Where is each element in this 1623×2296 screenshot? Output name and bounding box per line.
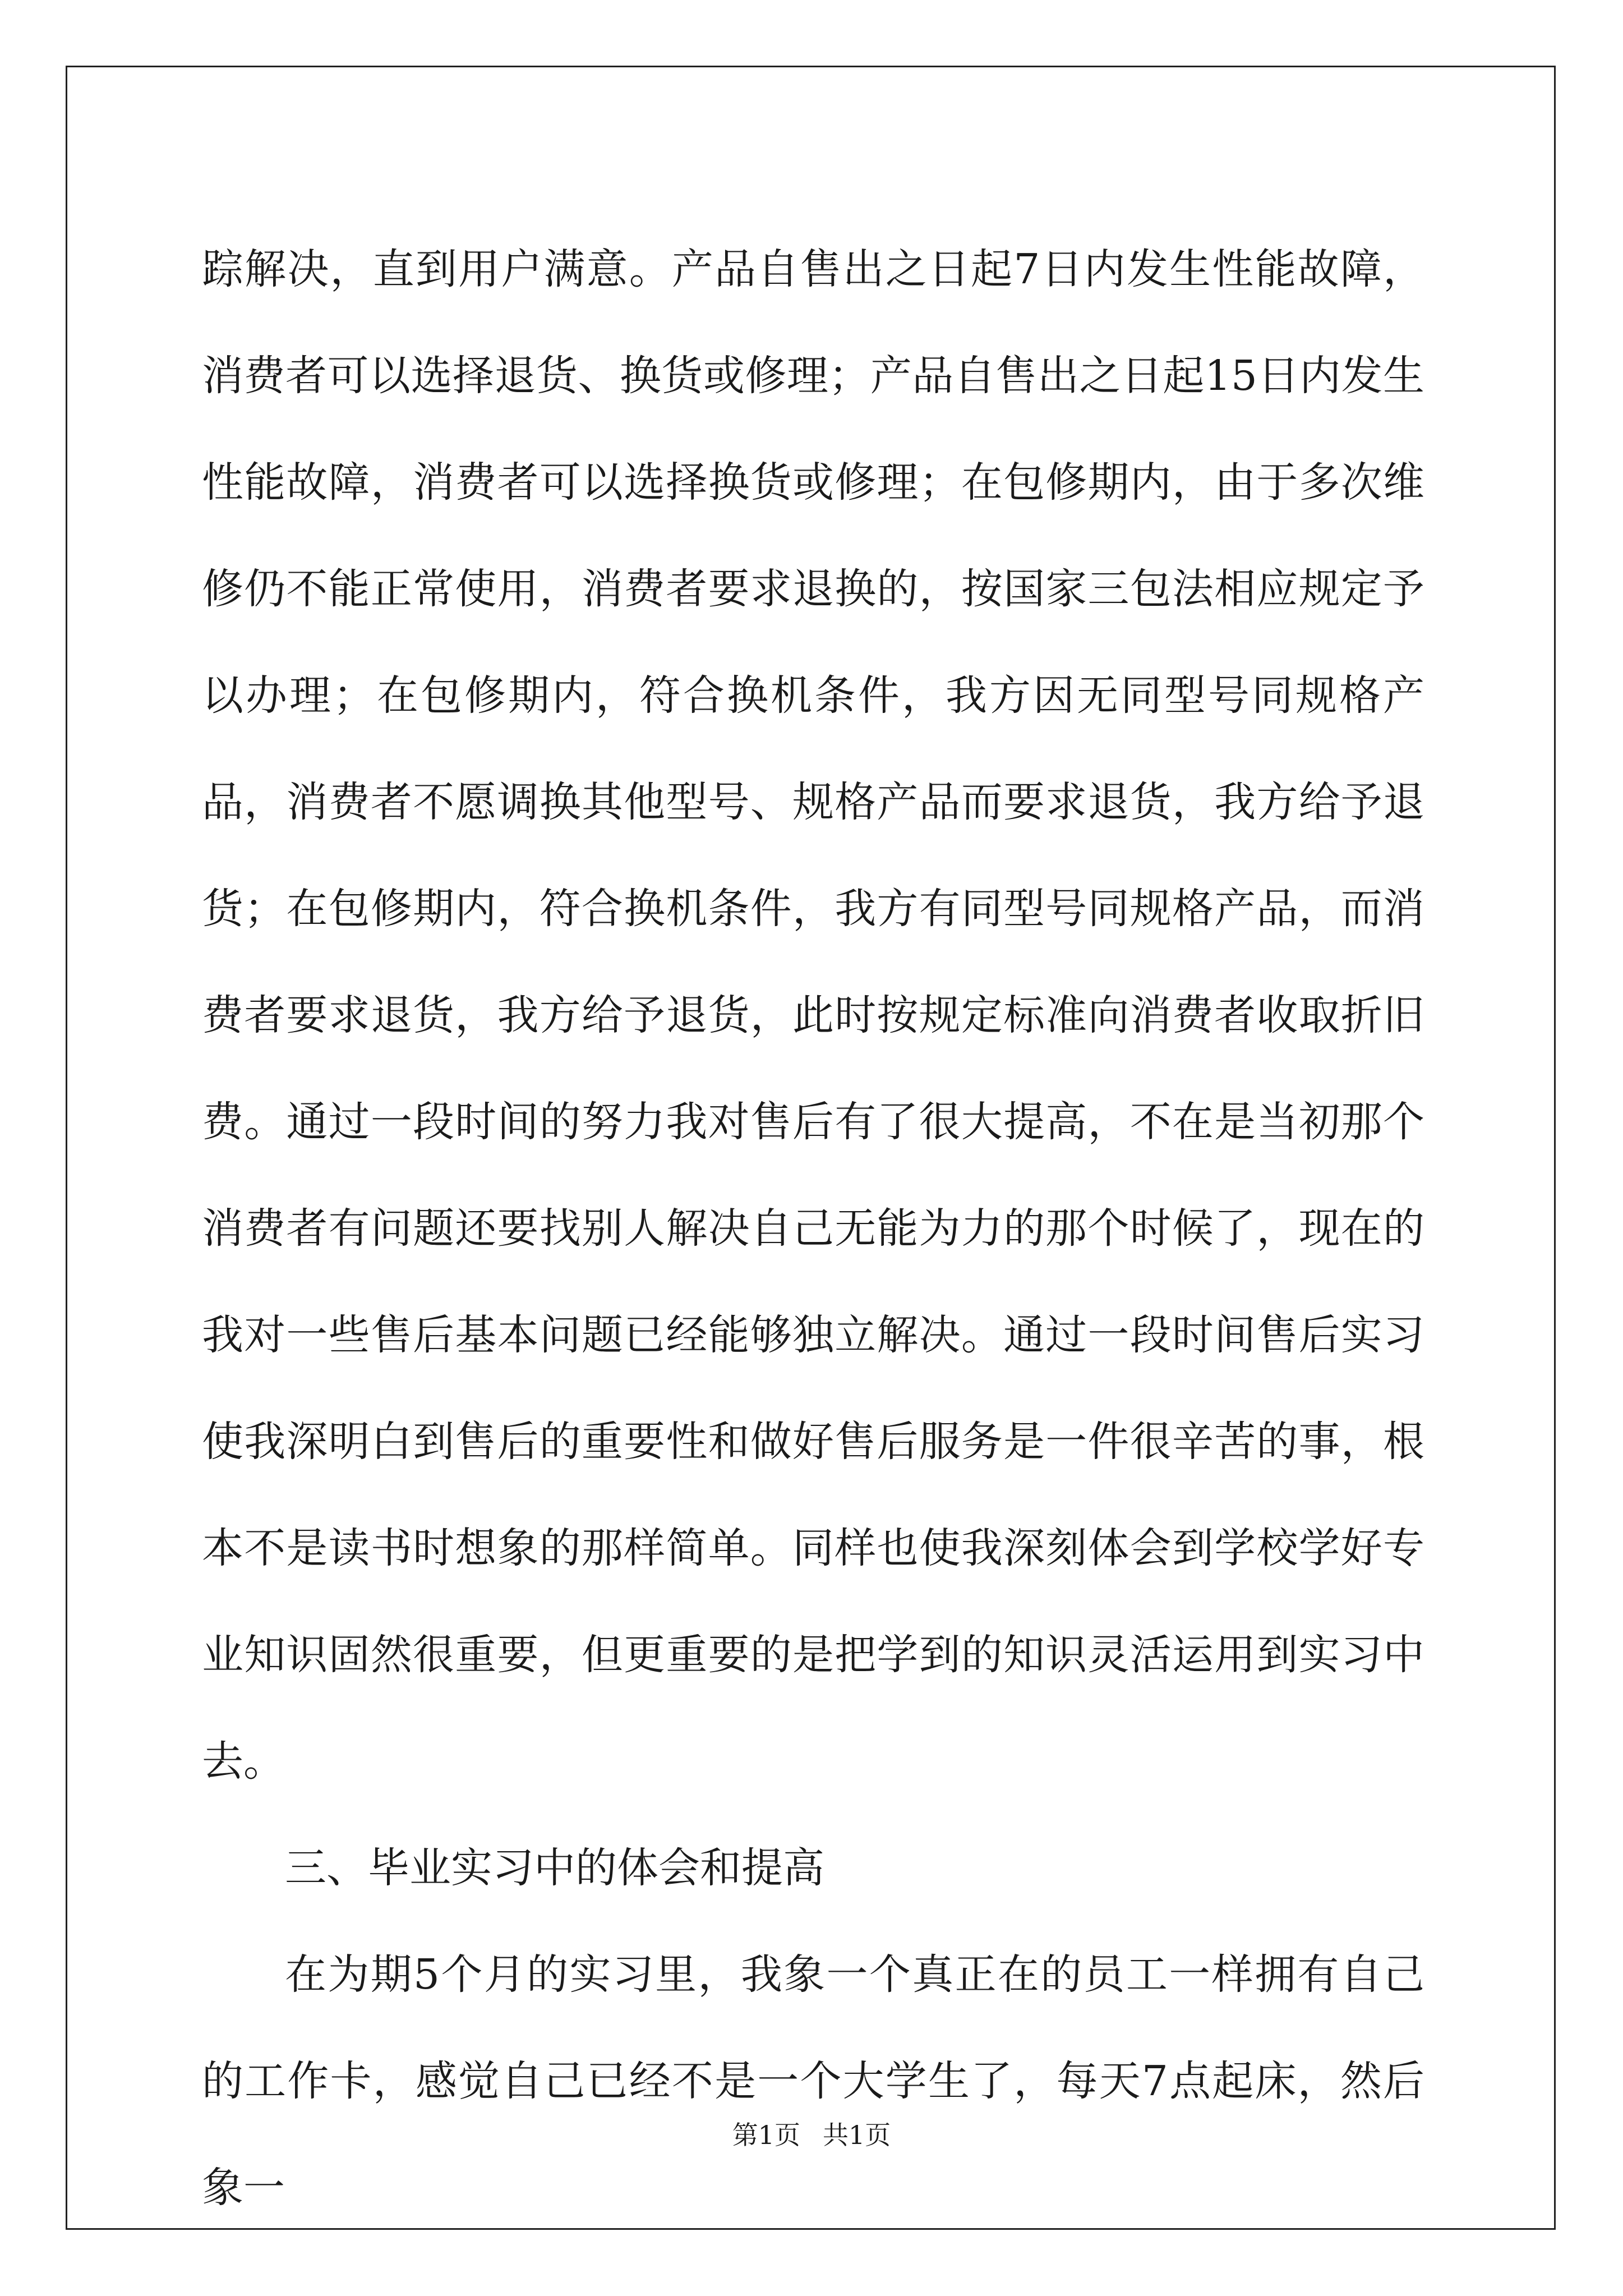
paragraph-1: 踪解决，直到用户满意。产品自售出之日起7日内发生性能故障，消费者可以选择退货、换货或修理；产品自售出之日起15日内发生性能故障，消费者可以选择换货或修理；在包修期内，由于多次维修仍不能正常使用，消费者要求退换的，按国家三包法相应规定予以办理；在包修期内，符合换机条件，我方因无同型号同规格产品，消费者不愿调换其他型号、规格产品而要求退货，我方给予退货；在包修期内，符合换机条件，我方有同型号同规格产品，而消费者要求退货，我方给予退货，此时按规定标准向消费者收取折旧费。通过一段时间的努力我对售后有了很大提高，不在是当初那个消费者有问题还要找别人解决自己无能为力的那个时候了，现在的我对一些售后基本问题已经能够独立解决。通过一段时间售后实习使我深明白到售后的重要性和做好售后服务是一件很辛苦的事，根本不是读书时想象的那样简单。同样也使我深刻体会到学校学好专业知识固然很重要，但更重要的是把学到的知识灵活运用到实习中去。 [202,245,1424,1786]
paragraph-2: 在为期5个月的实习里，我象一个真正在的员工一样拥有自己的工作卡，感觉自己已经不是一个大学生了，每天7点起床，然后象一 [202,1950,1424,2212]
document-body [202,216,1424,2241]
section-heading: 三、毕业实习中的体会和提高 [285,1844,824,1892]
page-number: 第1页 [732,2120,800,2150]
page-footer [0,2115,1623,2152]
page-total: 共1页 [823,2120,891,2150]
